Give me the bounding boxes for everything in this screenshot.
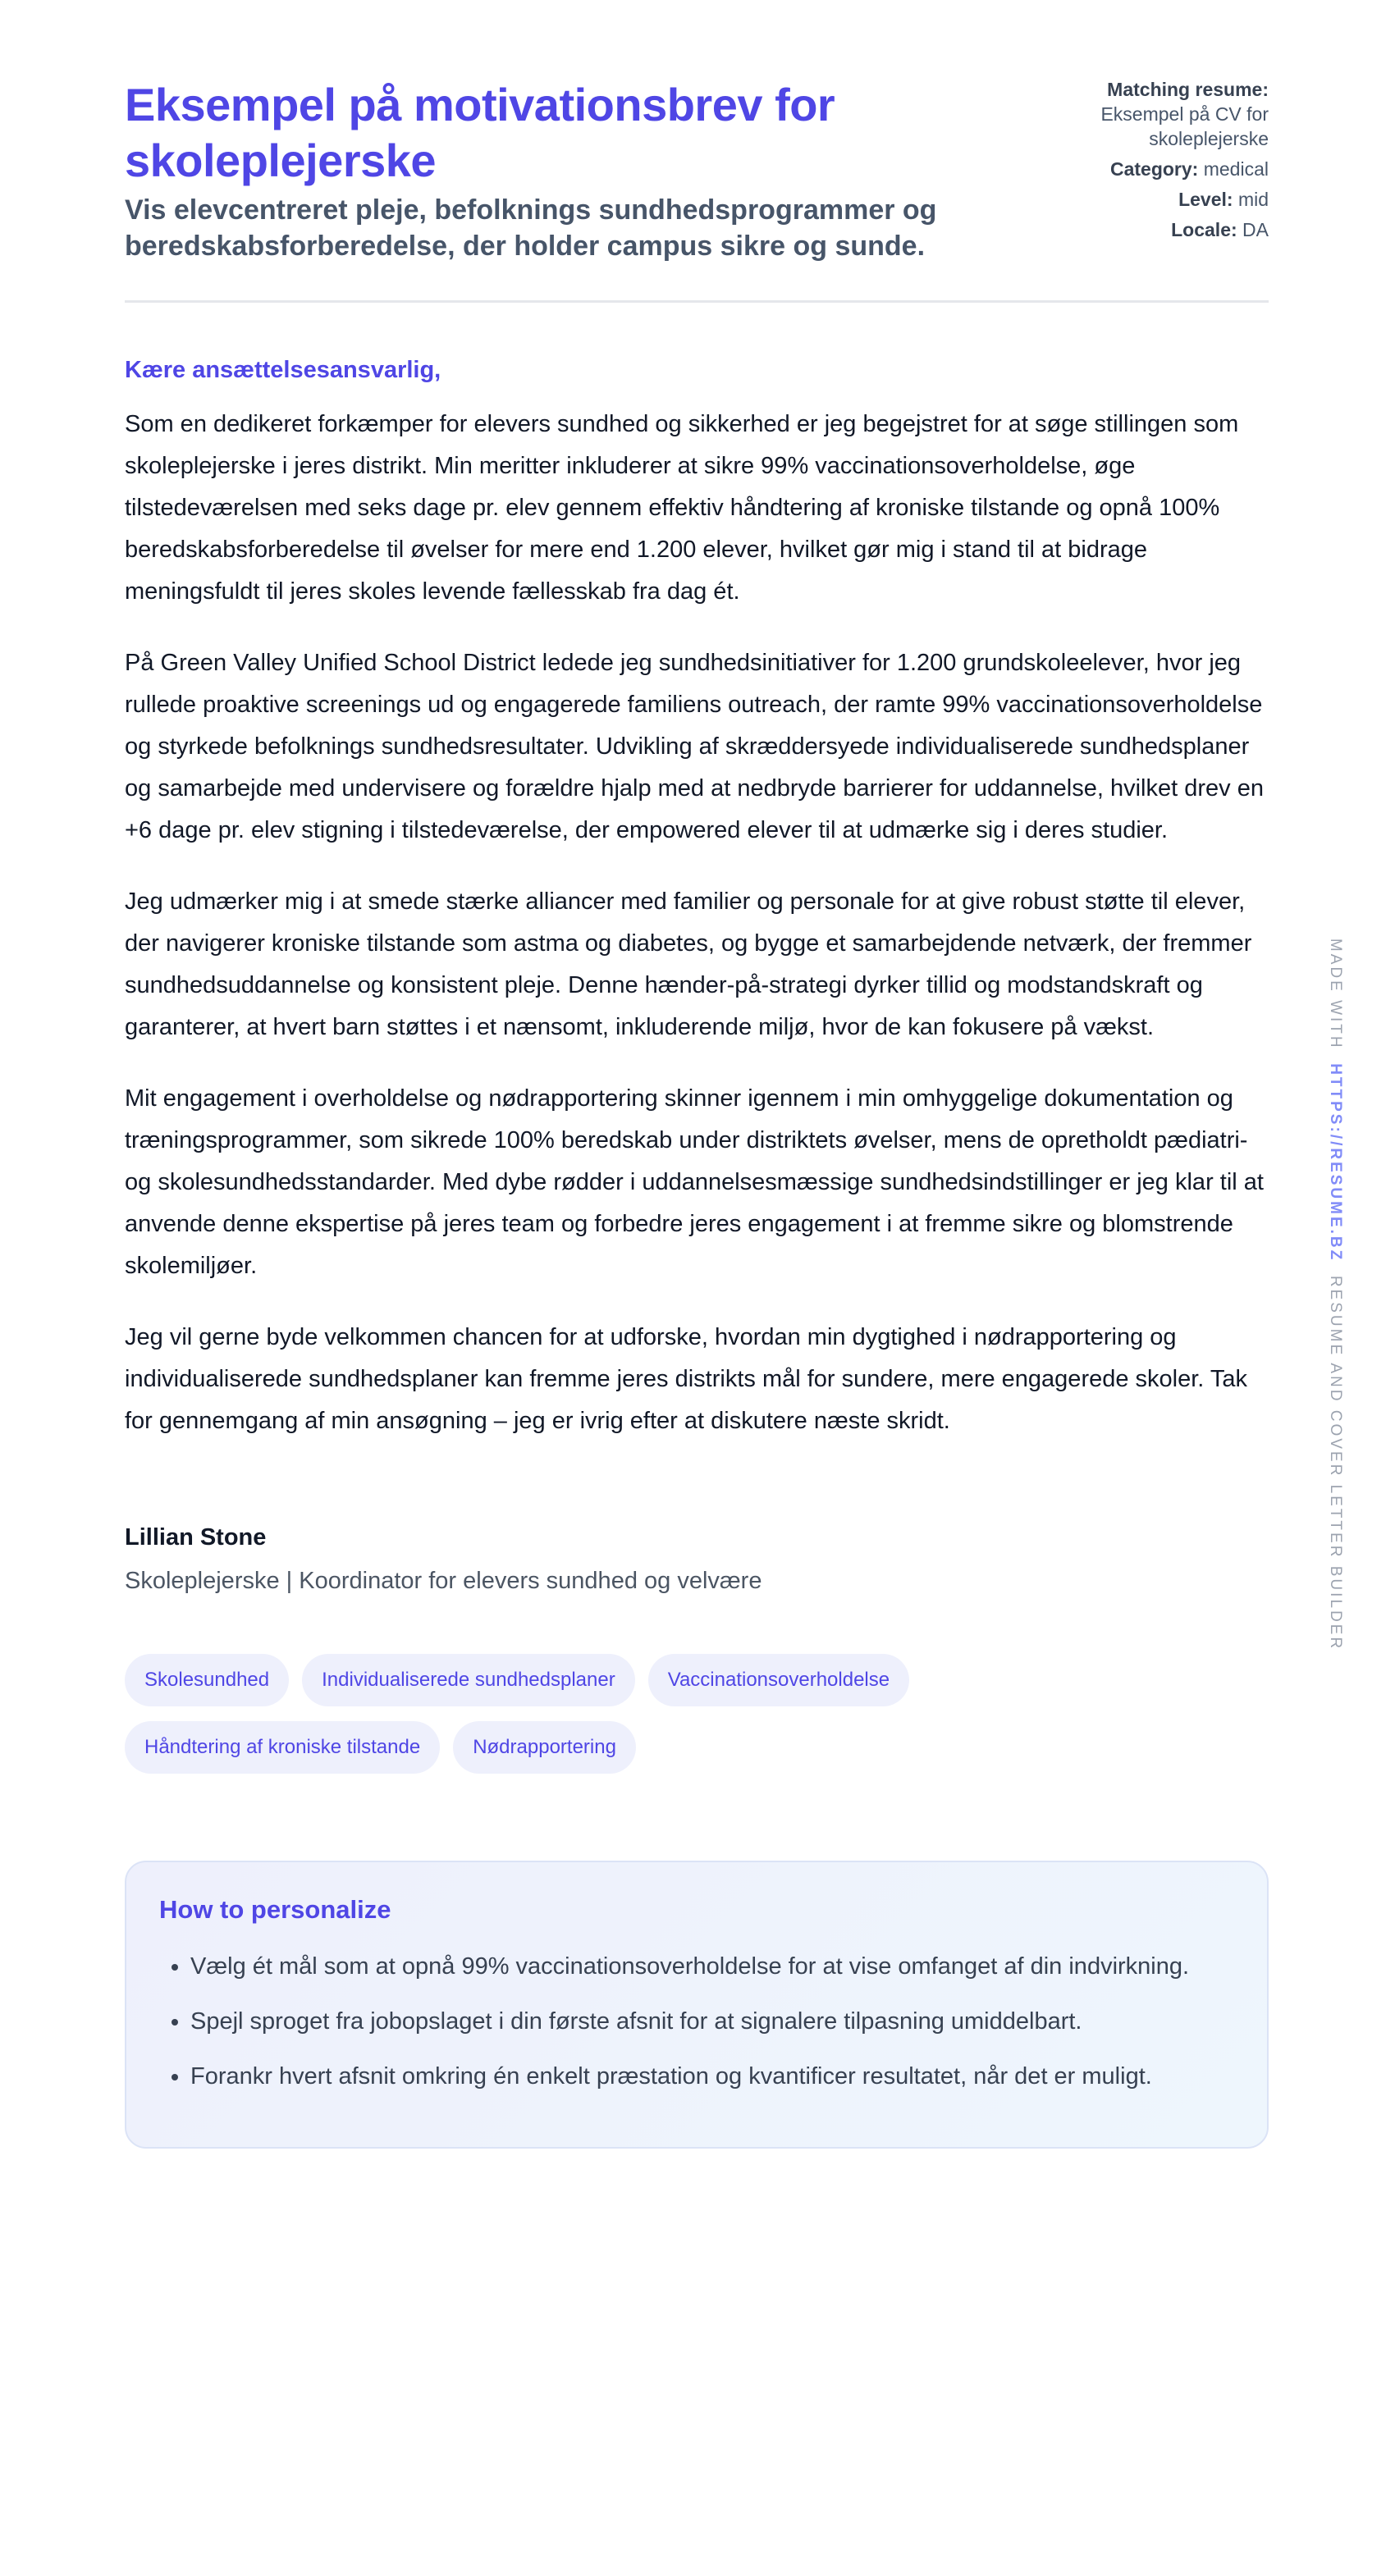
skill-tags (125, 1654, 1027, 1774)
meta-level (1055, 187, 1269, 212)
resume-bz-link[interactable]: HTTPS://RESUME.BZ (1327, 1063, 1344, 1263)
header (125, 77, 1269, 303)
meta-value: DA (1242, 219, 1269, 240)
signature-role: Skoleplejerske | Koordinator for elevers sundhed og velvære (125, 1568, 762, 1594)
tip-item: • Spejl sproget fra jobopslaget i din første afsnit for at signalere tilpasning umiddelbart. (190, 2001, 1234, 2043)
meta-value: mid (1237, 189, 1269, 210)
made-with-label: MADE WITH (1327, 938, 1344, 1050)
tips-list (159, 1946, 1234, 2098)
paragraph: Mit engagement i overholdelse og nødrapportering skinner igennem i min omhyggelige dokumentation og træningsprogrammer, som sikrede 100% beredskab under distriktets øvelser, mens de opretholdt pædiatri- og skolesundhedsstandarder. Med dybe rødder i uddannelsesmæssige sundhedsindstillinger er jeg klar til at anvende denne ekspertise på jeres team og forbedre jeres engagement i at fremme sikre og blomstrende skolemiljøer. (125, 1085, 1264, 1279)
meta-label: Locale: (1171, 219, 1237, 240)
letter-body (125, 404, 1269, 1442)
meta-locale (1055, 217, 1269, 242)
skill-tag: Individualiserede sundhedsplaner (302, 1654, 635, 1706)
meta-matching-resume (1055, 77, 1269, 151)
personalize-tips (125, 1861, 1269, 2149)
skill-tag: Håndtering af kroniske tilstande (125, 1721, 440, 1774)
paragraph: Som en dedikeret forkæmper for elevers sundhed og sikkerhed er jeg begejstret for at søge stillingen som skoleplejerske i jeres distrikt. Min meritter inkluderer at sikre 99% vaccinationsoverholdelse, øge tilstedeværelsen med seks dage pr. elev gennem effektiv håndtering af kroniske tilstande og opnå 100% beredskabsforberedelse til øvelser for mere end 1.200 elever, hvilket gør mig i stand til at bidrage meningsfuldt til jeres skoles levende fællesskab fra dag ét. (125, 411, 1239, 605)
made-with-banner (1323, 938, 1347, 1651)
greeting: Kære ansættelsesansvarlig, (125, 357, 441, 383)
tip-item: • Forankr hvert afsnit omkring én enkelt præstation og kvantificer resultatet, når det er muligt. (190, 2056, 1234, 2098)
skill-tag: Nødrapportering (453, 1721, 636, 1774)
tip-item: • Vælg ét mål som at opnå 99% vaccinationsoverholdelse for at vise omfanget af din indvirkning. (190, 1946, 1234, 1988)
meta-category (1055, 157, 1269, 181)
cover-letter-page (125, 77, 1269, 2149)
meta-value: medical (1203, 158, 1269, 180)
paragraph: Jeg vil gerne byde velkommen chancen for at udforske, hvordan min dygtighed i nødrapportering og individualiserede sundhedsplaner kan fremme jeres distrikts mål for sundere, mere engagerede skoler. Tak for gennemgang af min ansøgning – jeg er ivrig efter at diskutere næste skridt. (125, 1324, 1248, 1434)
meta-label: Category: (1109, 158, 1199, 180)
builder-label: RESUME AND COVER LETTER BUILDER (1327, 1275, 1344, 1651)
skill-tag: Skolesundhed (125, 1654, 289, 1706)
paragraph: På Green Valley Unified School District ledede jeg sundhedsinitiativer for 1.200 grundskoleelever, hvor jeg rullede proaktive screenings ud og engagerede familiens outreach, der ramte 99% vaccinationsoverholdelse og styrkede befolknings sundhedsresultater. Udvikling af skræddersyede individualiserede sundhedsplaner og samarbejde med undervisere og forældre hjalp med at nedbryde barrierer for uddannelse, hvilket drev en +6 dage pr. elev stigning i tilstedeværelse, der empowered elever til at udmærke sig i deres studier. (125, 650, 1264, 843)
meta-label: Matching resume: (1107, 79, 1269, 100)
meta-label: Level: (1178, 189, 1233, 210)
paragraph: Jeg udmærker mig i at smede stærke alliancer med familier og personale for at give robust støtte til elever, der navigerer kroniske tilstande som astma og diabetes, og bygge et samarbejdende netværk, der fremmer sundhedsuddannelse og konsistent pleje. Denne hænder-på-strategi dyrker tillid og modstandskraft og garanterer, at hvert barn støttes i et nænsomt, inkluderende miljø, hvor de kan fokusere på vækst. (125, 888, 1252, 1040)
tips-title: How to personalize (159, 1895, 391, 1924)
meta-panel (1055, 77, 1269, 264)
signature-name: Lillian Stone (125, 1524, 267, 1551)
page-title: Eksempel på motivationsbrev for skoleplejerske (125, 79, 835, 186)
page-subtitle: Vis elevcentreret pleje, befolknings sundhedsprogrammer og beredskabsforberedelse, der holder campus sikre og sunde. (125, 194, 937, 262)
skill-tag: Vaccinationsoverholdelse (648, 1654, 909, 1706)
matching-resume-link[interactable]: Eksempel på CV for skoleplejerske (1100, 103, 1269, 149)
